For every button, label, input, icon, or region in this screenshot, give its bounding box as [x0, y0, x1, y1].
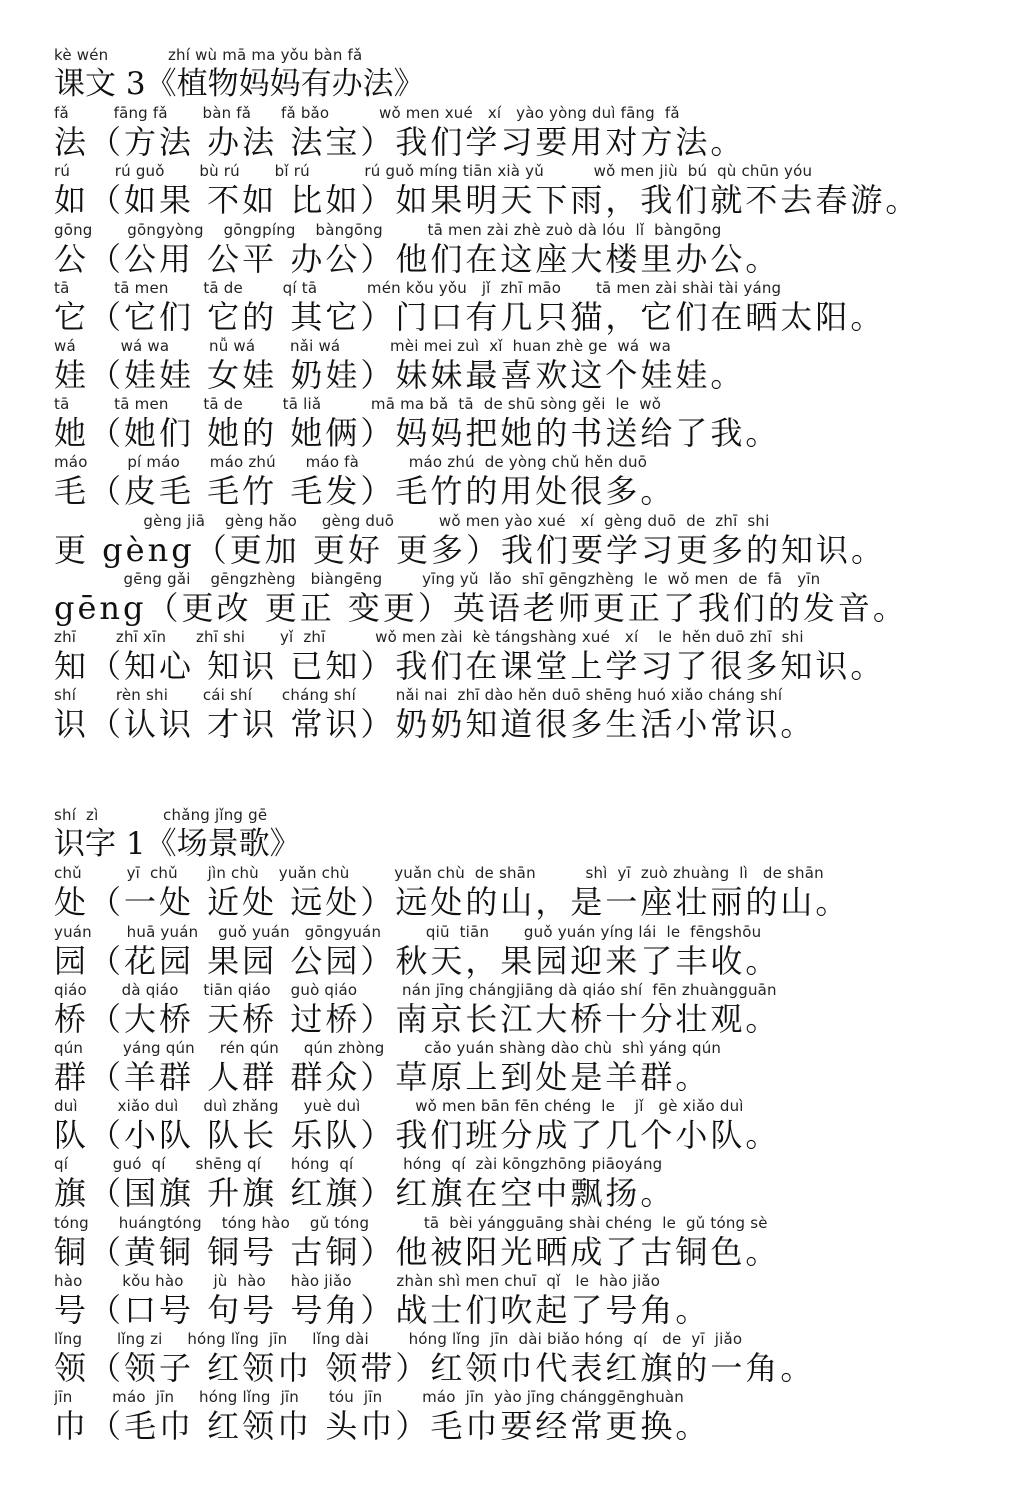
lesson-section-literacy1: [54, 806, 1014, 1446]
vocab-line: [54, 981, 1014, 1039]
vocab-line: [54, 923, 1014, 981]
line-pinyin: qí guó qí shēng qí hóng qí hóng qí zài kōngzhōng piāoyáng: [54, 1155, 663, 1174]
vocab-line: [54, 1272, 1014, 1330]
line-pinyin: wá wá wa nǚ wá nǎi wá mèi mei zuì xǐ huan zhè ge wá wa: [54, 336, 672, 355]
line-text: 旗（国旗 升旗 红旗）红旗在空中飘扬。: [54, 1174, 676, 1213]
vocab-line: [54, 686, 1014, 744]
line-text: 处（一处 近处 远处）远处的山，是一座壮丽的山。: [54, 883, 851, 922]
line-text: 如（如果 不如 比如）如果明天下雨，我们就不去春游。: [54, 181, 921, 220]
title-text: 识字 1《场景歌》: [54, 826, 301, 863]
line-pinyin: lǐng lǐng zi hóng lǐng jīn lǐng dài hóng lǐng jīn dài biǎo hóng qí de yī jiǎo: [54, 1329, 743, 1348]
line-pinyin: zhī zhī xīn zhī shi yǐ zhī wǒ men zài kè tángshàng xué xí le hěn duō zhī shi: [54, 627, 804, 646]
line-pinyin: yuán huā yuán guǒ yuán gōngyuán qiū tiān guǒ yuán yíng lái le fēngshōu: [54, 922, 762, 941]
line-pinyin: rú rú guǒ bù rú bǐ rú rú guǒ míng tiān xià yǔ wǒ men jiù bú qù chūn yóu: [54, 162, 813, 181]
line-text: 号（口号 句号 号角）战士们吹起了号角。: [54, 1290, 711, 1329]
vocab-line: [54, 1097, 1014, 1155]
vocab-line: [54, 221, 1014, 279]
line-pinyin: gèng jiā gèng hǎo gèng duō wǒ men yào xué xí gèng duō de zhī shi: [54, 511, 770, 530]
line-pinyin: máo pí máo máo zhú máo fà máo zhú de yòng chǔ hěn duō: [54, 453, 648, 472]
line-pinyin: tóng huángtóng tóng hào gǔ tóng tā bèi yángguāng shài chéng le gǔ tóng sè: [54, 1213, 768, 1232]
line-text: 法（方法 办法 法宝）我们学习要用对方法。: [54, 123, 746, 162]
title-text: 课文 3《植物妈妈有办法》: [54, 66, 425, 102]
vocab-line: [54, 512, 1014, 570]
line-pinyin: qiáo dà qiáo tiān qiáo guò qiáo nán jīng chángjiāng dà qiáo shí fēn zhuàngguān: [54, 980, 777, 999]
line-text: 娃（娃娃 女娃 奶娃）妹妹最喜欢这个娃娃。: [54, 355, 746, 394]
line-pinyin: jīn máo jīn hóng lǐng jīn tóu jīn máo jīn yào jīng chánggēnghuàn: [54, 1388, 685, 1407]
vocab-line: [54, 162, 1014, 220]
line-text: 公（公用 公平 办公）他们在这座大楼里办公。: [54, 239, 781, 278]
vocab-line: [54, 1214, 1014, 1272]
vocab-line: [54, 104, 1014, 162]
line-pinyin: chǔ yī chǔ jìn chù yuǎn chù yuǎn chù de shān shì yī zuò zhuàng lì de shān: [54, 864, 824, 883]
line-text: 它（它们 它的 其它）门口有几只猫，它们在晒太阳。: [54, 297, 886, 336]
vocab-line: [54, 395, 1014, 453]
vocab-line: [54, 570, 1014, 628]
vocab-line: [54, 1039, 1014, 1097]
line-pinyin: gōng gōngyòng gōngpíng bàngōng tā men zài zhè zuò dà lóu lǐ bàngōng: [54, 220, 722, 239]
line-text: 园（花园 果园 公园）秋天，果园迎来了丰收。: [54, 941, 781, 980]
line-pinyin: tā tā men tā de tā liǎ mā ma bǎ tā de shū sòng gěi le wǒ: [54, 395, 662, 414]
line-pinyin: gēng gǎi gēngzhèng biàngēng yīng yǔ lǎo shī gēngzhèng le wǒ men de fā yīn: [54, 569, 821, 588]
vocab-line: [54, 1388, 1014, 1446]
line-text: 知（知心 知识 已知）我们在课堂上学习了很多知识。: [54, 646, 886, 685]
vocab-line: [54, 337, 1014, 395]
lesson-section-text3: [54, 46, 1014, 744]
worksheet: [54, 46, 1014, 1446]
line-text: 她（她们 她的 她俩）妈妈把她的书送给了我。: [54, 414, 781, 453]
section-title: [54, 46, 1014, 104]
vocab-line: [54, 453, 1014, 511]
line-pinyin: tā tā men tā de qí tā mén kǒu yǒu jǐ zhī māo tā men zài shài tài yáng: [54, 278, 782, 297]
line-pinyin: qún yáng qún rén qún qún zhòng cǎo yuán shàng dào chù shì yáng qún: [54, 1039, 722, 1057]
line-text: 毛（皮毛 毛竹 毛发）毛竹的用处很多。: [54, 472, 676, 511]
line-text: 铜（黄铜 铜号 古铜）他被阳光晒成了古铜色。: [54, 1232, 781, 1271]
vocab-line: [54, 628, 1014, 686]
line-text: 识（认识 才识 常识）奶奶知道很多生活小常识。: [54, 705, 816, 744]
line-text: 领（领子 红领巾 领带）红领巾代表红旗的一角。: [54, 1348, 816, 1387]
title-pinyin: kè wén zhí wù mā ma yǒu bàn fǎ: [54, 46, 363, 64]
line-pinyin: hào kǒu hào jù hào hào jiǎo zhàn shì men chuī qǐ le hào jiǎo: [54, 1271, 661, 1290]
vocab-line: [54, 1330, 1014, 1388]
title-pinyin: shí zì chǎng jǐng gē: [54, 806, 268, 825]
line-text: gēng（更改 更正 变更）英语老师更正了我们的发音。: [54, 588, 908, 627]
line-pinyin: fǎ fāng fǎ bàn fǎ fǎ bǎo wǒ men xué xí yào yòng duì fāng fǎ: [54, 104, 680, 123]
section-title: [54, 806, 1014, 864]
line-text: 巾（毛巾 红领巾 头巾）毛巾要经常更换。: [54, 1407, 711, 1446]
line-pinyin: duì xiǎo duì duì zhǎng yuè duì wǒ men bān fēn chéng le jǐ gè xiǎo duì: [54, 1097, 744, 1116]
line-text: 队（小队 队长 乐队）我们班分成了几个小队。: [54, 1116, 781, 1155]
line-text: 桥（大桥 天桥 过桥）南京长江大桥十分壮观。: [54, 999, 781, 1038]
vocab-line: [54, 864, 1014, 922]
line-text: 更 gèng（更加 更好 更多）我们要学习更多的知识。: [54, 530, 887, 569]
line-pinyin: shí rèn shi cái shí cháng shí nǎi nai zhī dào hěn duō shēng huó xiǎo cháng shí: [54, 686, 783, 705]
vocab-line: [54, 279, 1014, 337]
line-text: 群（羊群 人群 群众）草原上到处是羊群。: [54, 1058, 711, 1096]
vocab-line: [54, 1155, 1014, 1213]
